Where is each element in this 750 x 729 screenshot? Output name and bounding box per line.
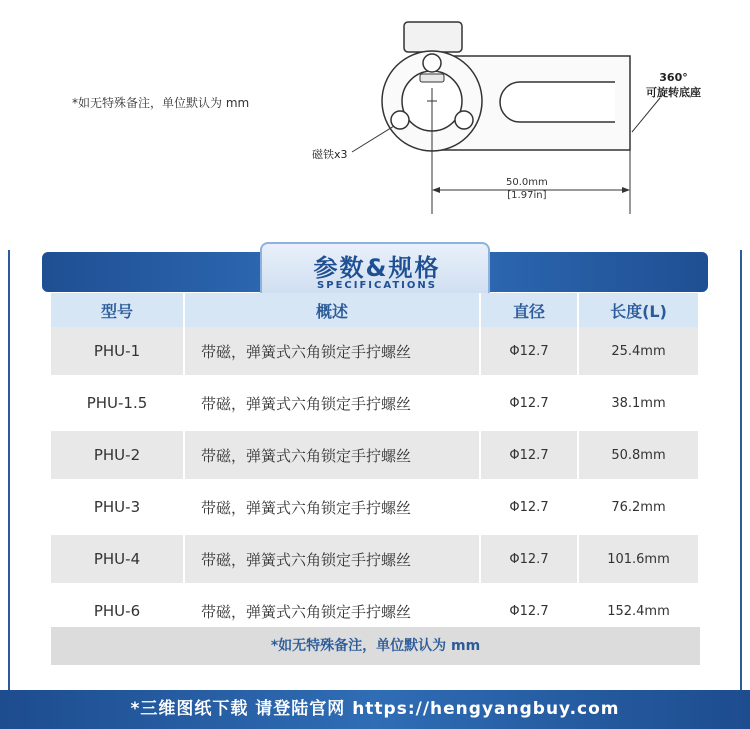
table-row: [51, 327, 700, 379]
rotation-label-text: 可旋转底座: [646, 86, 701, 99]
cell-length: 25.4mm: [579, 327, 700, 379]
technical-drawing: [0, 0, 750, 240]
dimension-label: [506, 176, 548, 202]
magnet-right: [455, 111, 473, 129]
cell-length: 50.8mm: [579, 431, 700, 483]
rotation-label: [646, 70, 701, 100]
banner-subtitle: SPECIFICATIONS: [317, 280, 437, 291]
cell-diameter: Φ12.7: [481, 535, 579, 587]
knob-outline: [404, 22, 462, 52]
table-unit-note: *如无特殊备注，单位默认为 mm: [51, 627, 700, 665]
frame-line-left: [8, 250, 10, 690]
header-description: 概述: [185, 293, 481, 327]
cell-diameter: Φ12.7: [481, 327, 579, 379]
header-length: 长度(L): [579, 293, 700, 327]
cell-length: 76.2mm: [579, 483, 700, 535]
cell-description: 带磁，弹簧式六角锁定手拧螺丝: [185, 587, 481, 639]
table-row: [51, 431, 700, 483]
header-model: 型号: [51, 293, 185, 327]
cell-length: 38.1mm: [579, 379, 700, 431]
spec-table: [51, 293, 700, 639]
banner-title: 参数&规格: [313, 254, 441, 282]
frame-line-right: [740, 250, 742, 690]
cell-diameter: Φ12.7: [481, 379, 579, 431]
cell-length: 152.4mm: [579, 587, 700, 639]
rotation-label-degrees: 360°: [659, 71, 688, 84]
cell-model: PHU-2: [51, 431, 185, 483]
table-row: [51, 535, 700, 587]
cell-model: PHU-1.5: [51, 379, 185, 431]
dimension-arrow-right: [622, 187, 630, 193]
cell-diameter: Φ12.7: [481, 587, 579, 639]
cell-description: 带磁，弹簧式六角锁定手拧螺丝: [185, 327, 481, 379]
dimension-mm: 50.0mm: [506, 177, 548, 188]
cell-description: 带磁，弹簧式六角锁定手拧螺丝: [185, 483, 481, 535]
spec-banner: [42, 242, 708, 300]
header-diameter: 直径: [481, 293, 579, 327]
drawing-unit-note: *如无特殊备注，单位默认为 mm: [72, 96, 250, 110]
dimension-in: [1.97in]: [507, 190, 547, 201]
cell-diameter: Φ12.7: [481, 483, 579, 535]
table-header-row: [51, 293, 700, 327]
banner-tab: [260, 242, 490, 300]
magnet-label: 磁铁x3: [312, 148, 348, 161]
hub-slot: [420, 74, 444, 82]
table-row: [51, 483, 700, 535]
footer-banner[interactable]: *三维图纸下载 请登陆官网 https://hengyangbuy.com: [0, 690, 750, 729]
cell-model: PHU-1: [51, 327, 185, 379]
table-row: [51, 379, 700, 431]
cell-description: 带磁，弹簧式六角锁定手拧螺丝: [185, 379, 481, 431]
cell-length: 101.6mm: [579, 535, 700, 587]
cell-diameter: Φ12.7: [481, 431, 579, 483]
magnet-top: [423, 54, 441, 72]
cell-description: 带磁，弹簧式六角锁定手拧螺丝: [185, 535, 481, 587]
cell-model: PHU-6: [51, 587, 185, 639]
arm-slot: [500, 82, 615, 122]
dimension-arrow-left: [432, 187, 440, 193]
magnet-leader: [352, 126, 394, 152]
rotation-leader: [632, 98, 660, 132]
cell-description: 带磁，弹簧式六角锁定手拧螺丝: [185, 431, 481, 483]
drawing-svg: [0, 0, 750, 240]
cell-model: PHU-4: [51, 535, 185, 587]
cell-model: PHU-3: [51, 483, 185, 535]
